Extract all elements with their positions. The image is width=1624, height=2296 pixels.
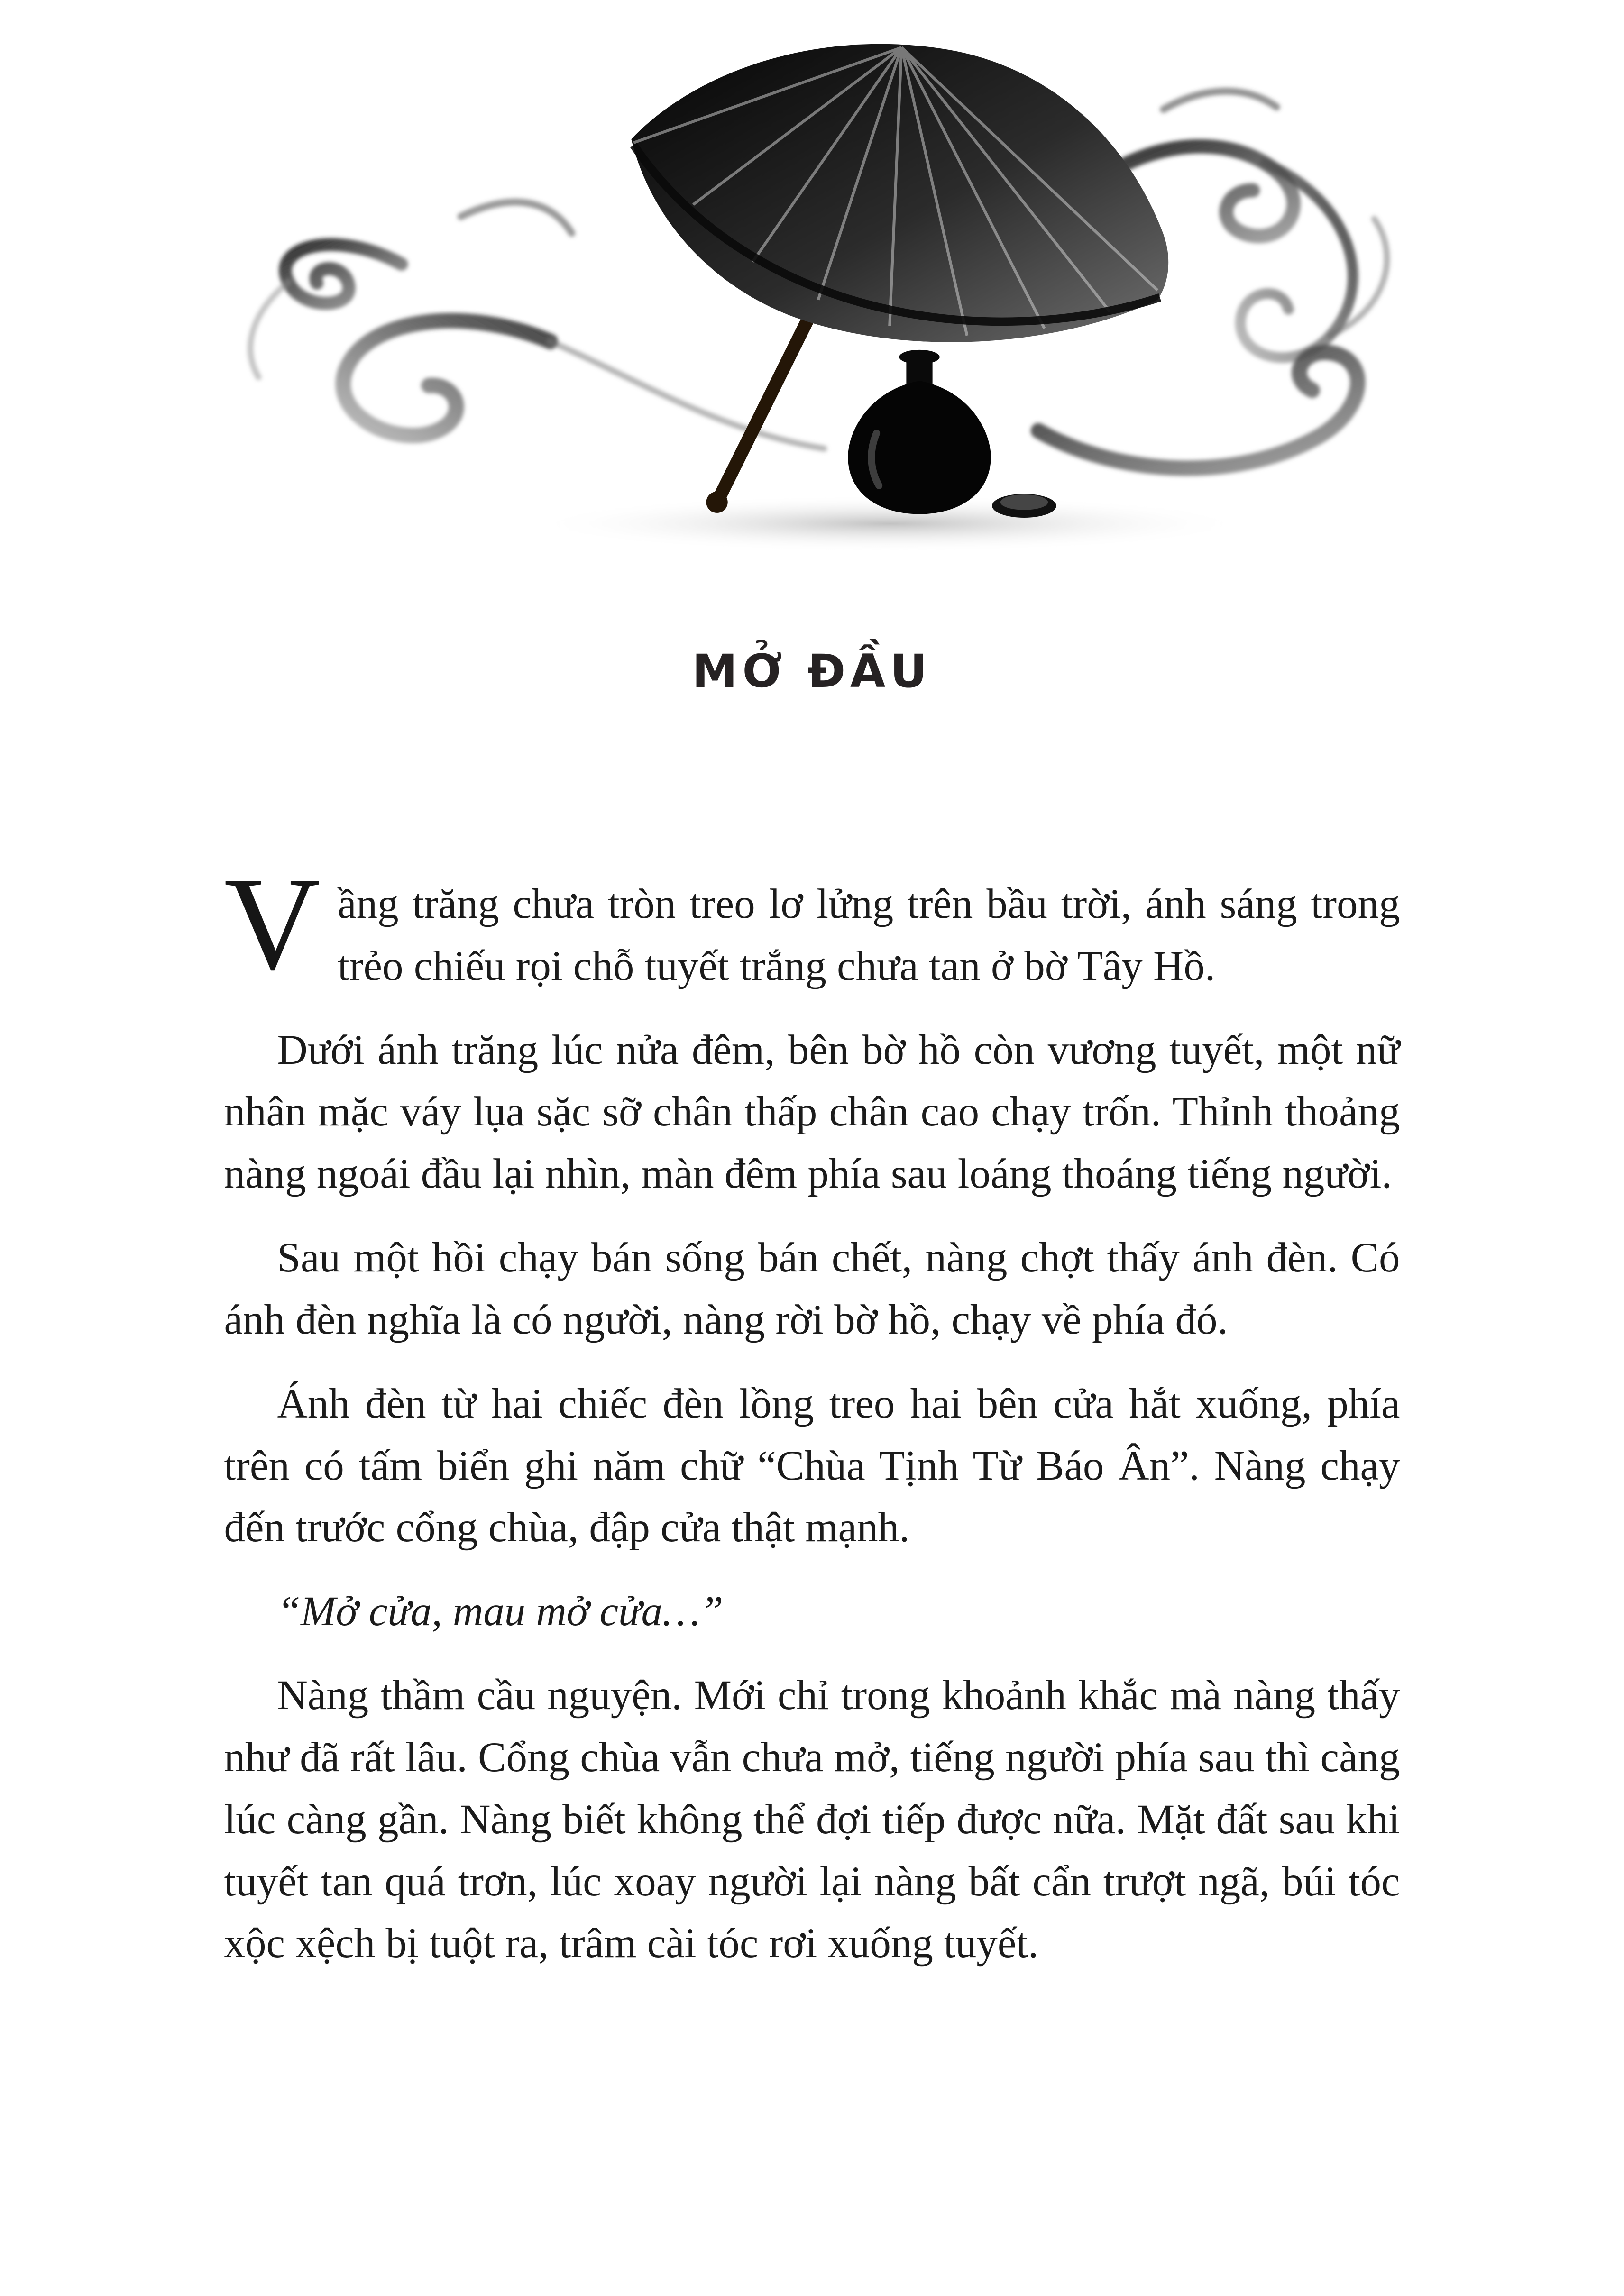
paragraph: Vầng trăng chưa tròn treo lơ lửng trên bầu trời, ánh sáng trong trẻo chiếu rọi chỗ tuyết trắng chưa tan ở bờ Tây Hồ. <box>224 850 1400 997</box>
ink-illustration <box>153 38 1471 574</box>
ink-illustration-svg <box>153 38 1471 574</box>
wine-cup-icon <box>992 494 1056 518</box>
paragraph: “Mở cửa, mau mở cửa…” <box>277 1588 724 1635</box>
paragraph: Nàng thầm cầu nguyện. Mới chỉ trong khoảnh khắc mà nàng thấy như đã rất lâu. Cổng chùa vẫn chưa mở, tiếng người phía sau thì càng lúc càng gần. Nàng biết không thể đợi tiếp được nữa. Mặt đất sau khi tuyết tan quá trơn, lúc xoay người lại nàng bất cẩn trượt ngã, búi tóc xộc xệch bị tuột ra, trâm cài tóc rơi xuống tuyết. <box>224 1672 1400 1967</box>
drop-cap: V <box>224 850 321 997</box>
chapter-title: MỞ ĐẦU <box>692 645 932 698</box>
paragraph: Dưới ánh trăng lúc nửa đêm, bên bờ hồ còn vương tuyết, một nữ nhân mặc váy lụa sặc sỡ chân thấp chân cao chạy trốn. Thỉnh thoảng nàng ngoái đầu lại nhìn, màn đêm phía sau loáng thoáng tiếng người. <box>224 1026 1400 1198</box>
wine-jug-icon <box>848 350 991 514</box>
paragraph: Ánh đèn từ hai chiếc đèn lồng treo hai bên cửa hắt xuống, phía trên có tấm biển ghi năm chữ “Chùa Tịnh Từ Báo Ân”. Nàng chạy đến trước cổng chùa, đập cửa thật mạnh. <box>224 1380 1400 1551</box>
body-text <box>224 850 1400 1975</box>
paragraph: Sau một hồi chạy bán sống bán chết, nàng chợt thấy ánh đèn. Có ánh đèn nghĩa là có người, nàng rời bờ hồ, chạy về phía đó. <box>224 1235 1400 1343</box>
